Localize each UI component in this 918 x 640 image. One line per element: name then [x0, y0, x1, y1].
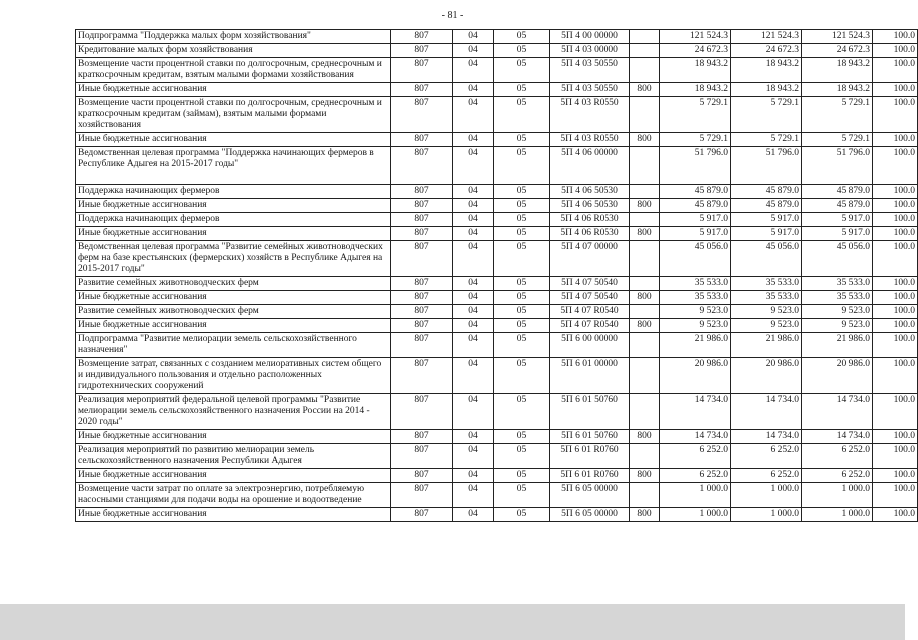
- cell-expense-type: [630, 394, 660, 430]
- cell-amount-plan: 18 943.2: [660, 58, 731, 83]
- cell-name: Поддержка начинающих фермеров: [76, 185, 391, 199]
- cell-amount-plan: 14 734.0: [660, 394, 731, 430]
- cell-subsection: 05: [494, 319, 550, 333]
- cell-percent: 100.0: [873, 30, 918, 44]
- cell-amount-revised: 45 879.0: [731, 199, 802, 213]
- cell-amount-actual: 6 252.0: [802, 444, 873, 469]
- cell-subsection: 05: [494, 305, 550, 319]
- cell-expense-type: 800: [630, 133, 660, 147]
- cell-amount-revised: 1 000.0: [731, 508, 802, 522]
- cell-expense-type: [630, 277, 660, 291]
- table-row: [76, 305, 918, 319]
- cell-percent: 100.0: [873, 430, 918, 444]
- cell-amount-revised: 121 524.3: [731, 30, 802, 44]
- cell-admin-code: 807: [391, 508, 453, 522]
- cell-subsection: 05: [494, 83, 550, 97]
- cell-amount-actual: 5 729.1: [802, 133, 873, 147]
- cell-amount-plan: 121 524.3: [660, 30, 731, 44]
- cell-amount-plan: 1 000.0: [660, 483, 731, 508]
- cell-name: Реализация мероприятий по развитию мелиорации земель сельскохозяйственного назначения Республики Адыгея: [76, 444, 391, 469]
- cell-amount-revised: 51 796.0: [731, 147, 802, 185]
- cell-expense-type: [630, 483, 660, 508]
- cell-subsection: 05: [494, 44, 550, 58]
- cell-amount-plan: 21 986.0: [660, 333, 731, 358]
- cell-expense-type: 800: [630, 291, 660, 305]
- cell-amount-actual: 21 986.0: [802, 333, 873, 358]
- cell-name: Подпрограмма "Развитие мелиорации земель сельскохозяйственного назначения": [76, 333, 391, 358]
- cell-amount-actual: 35 533.0: [802, 277, 873, 291]
- cell-admin-code: 807: [391, 469, 453, 483]
- cell-expense-type: [630, 30, 660, 44]
- table-row: [76, 58, 918, 83]
- cell-target-article: 5П 6 05 00000: [550, 483, 630, 508]
- cell-amount-revised: 24 672.3: [731, 44, 802, 58]
- table-row: [76, 44, 918, 58]
- cell-amount-actual: 14 734.0: [802, 430, 873, 444]
- cell-amount-plan: 5 729.1: [660, 97, 731, 133]
- cell-target-article: 5П 4 07 50540: [550, 291, 630, 305]
- cell-section: 04: [453, 58, 494, 83]
- cell-percent: 100.0: [873, 213, 918, 227]
- cell-admin-code: 807: [391, 147, 453, 185]
- cell-section: 04: [453, 319, 494, 333]
- cell-amount-actual: 5 917.0: [802, 213, 873, 227]
- cell-section: 04: [453, 44, 494, 58]
- cell-section: 04: [453, 83, 494, 97]
- cell-expense-type: 800: [630, 199, 660, 213]
- cell-amount-revised: 6 252.0: [731, 444, 802, 469]
- cell-amount-revised: 35 533.0: [731, 277, 802, 291]
- cell-section: 04: [453, 394, 494, 430]
- cell-admin-code: 807: [391, 333, 453, 358]
- cell-percent: 100.0: [873, 147, 918, 185]
- cell-amount-revised: 21 986.0: [731, 333, 802, 358]
- cell-expense-type: [630, 241, 660, 277]
- cell-admin-code: 807: [391, 185, 453, 199]
- cell-subsection: 05: [494, 358, 550, 394]
- cell-amount-actual: 35 533.0: [802, 291, 873, 305]
- cell-name: Иные бюджетные ассигнования: [76, 83, 391, 97]
- cell-target-article: 5П 6 00 00000: [550, 333, 630, 358]
- cell-amount-revised: 45 056.0: [731, 241, 802, 277]
- cell-amount-actual: 6 252.0: [802, 469, 873, 483]
- cell-amount-plan: 5 729.1: [660, 133, 731, 147]
- cell-admin-code: 807: [391, 227, 453, 241]
- cell-expense-type: 800: [630, 508, 660, 522]
- cell-amount-plan: 51 796.0: [660, 147, 731, 185]
- cell-percent: 100.0: [873, 483, 918, 508]
- cell-subsection: 05: [494, 227, 550, 241]
- cell-expense-type: [630, 97, 660, 133]
- page-number: - 81 -: [441, 10, 464, 21]
- cell-admin-code: 807: [391, 444, 453, 469]
- cell-section: 04: [453, 277, 494, 291]
- cell-name: Иные бюджетные ассигнования: [76, 291, 391, 305]
- cell-admin-code: 807: [391, 358, 453, 394]
- cell-expense-type: 800: [630, 469, 660, 483]
- cell-amount-plan: 9 523.0: [660, 305, 731, 319]
- cell-target-article: 5П 4 07 R0540: [550, 319, 630, 333]
- cell-amount-revised: 20 986.0: [731, 358, 802, 394]
- cell-amount-revised: 45 879.0: [731, 185, 802, 199]
- table-row: [76, 147, 918, 185]
- cell-amount-actual: 121 524.3: [802, 30, 873, 44]
- cell-target-article: 5П 4 06 R0530: [550, 213, 630, 227]
- cell-admin-code: 807: [391, 319, 453, 333]
- cell-subsection: 05: [494, 185, 550, 199]
- cell-amount-revised: 9 523.0: [731, 305, 802, 319]
- cell-amount-plan: 1 000.0: [660, 508, 731, 522]
- cell-amount-plan: 45 056.0: [660, 241, 731, 277]
- cell-expense-type: [630, 444, 660, 469]
- cell-target-article: 5П 6 05 00000: [550, 508, 630, 522]
- cell-amount-actual: 45 879.0: [802, 185, 873, 199]
- cell-amount-actual: 9 523.0: [802, 319, 873, 333]
- cell-section: 04: [453, 213, 494, 227]
- cell-subsection: 05: [494, 97, 550, 133]
- cell-admin-code: 807: [391, 133, 453, 147]
- cell-percent: 100.0: [873, 97, 918, 133]
- cell-admin-code: 807: [391, 97, 453, 133]
- cell-name: Возмещение части процентной ставки по долгосрочным, среднесрочным и краткосрочным кредитам (займам), взятым малыми формами хозяйствования: [76, 97, 391, 133]
- cell-percent: 100.0: [873, 199, 918, 213]
- cell-admin-code: 807: [391, 83, 453, 97]
- cell-section: 04: [453, 199, 494, 213]
- cell-name: Кредитование малых форм хозяйствования: [76, 44, 391, 58]
- cell-section: 04: [453, 430, 494, 444]
- cell-percent: 100.0: [873, 333, 918, 358]
- cell-amount-revised: 6 252.0: [731, 469, 802, 483]
- cell-admin-code: 807: [391, 483, 453, 508]
- table-row: [76, 483, 918, 508]
- cell-amount-actual: 1 000.0: [802, 508, 873, 522]
- cell-amount-plan: 35 533.0: [660, 291, 731, 305]
- cell-admin-code: 807: [391, 394, 453, 430]
- table-row: [76, 199, 918, 213]
- cell-amount-actual: 45 056.0: [802, 241, 873, 277]
- cell-subsection: 05: [494, 430, 550, 444]
- cell-percent: 100.0: [873, 394, 918, 430]
- cell-admin-code: 807: [391, 213, 453, 227]
- cell-name: Поддержка начинающих фермеров: [76, 213, 391, 227]
- cell-amount-plan: 9 523.0: [660, 319, 731, 333]
- cell-percent: 100.0: [873, 469, 918, 483]
- cell-admin-code: 807: [391, 30, 453, 44]
- cell-expense-type: [630, 44, 660, 58]
- cell-target-article: 5П 6 01 50760: [550, 394, 630, 430]
- cell-target-article: 5П 4 03 50550: [550, 58, 630, 83]
- table-row: [76, 444, 918, 469]
- cell-name: Иные бюджетные ассигнования: [76, 508, 391, 522]
- table-row: [76, 277, 918, 291]
- cell-amount-revised: 14 734.0: [731, 394, 802, 430]
- cell-percent: 100.0: [873, 241, 918, 277]
- cell-expense-type: [630, 358, 660, 394]
- cell-name: Возмещение части процентной ставки по долгосрочным, среднесрочным и краткосрочным кредитам, взятым малыми формами хозяйствования: [76, 58, 391, 83]
- table-row: [76, 185, 918, 199]
- cell-name: Реализация мероприятий федеральной целевой программы "Развитие мелиорации земель сельскохозяйственного назначения России на 2014 - 2020 годы": [76, 394, 391, 430]
- cell-subsection: 05: [494, 213, 550, 227]
- table-row: [76, 97, 918, 133]
- cell-section: 04: [453, 305, 494, 319]
- cell-admin-code: 807: [391, 44, 453, 58]
- cell-target-article: 5П 4 03 00000: [550, 44, 630, 58]
- cell-amount-actual: 20 986.0: [802, 358, 873, 394]
- cell-amount-revised: 35 533.0: [731, 291, 802, 305]
- cell-name: Возмещение затрат, связанных с созданием мелиоративных систем общего и индивидуального пользования и отдельно расположенных гидротехнических сооружений: [76, 358, 391, 394]
- cell-target-article: 5П 4 07 R0540: [550, 305, 630, 319]
- cell-amount-actual: 18 943.2: [802, 58, 873, 83]
- cell-expense-type: 800: [630, 430, 660, 444]
- cell-target-article: 5П 4 06 50530: [550, 199, 630, 213]
- cell-section: 04: [453, 241, 494, 277]
- cell-amount-revised: 5 917.0: [731, 227, 802, 241]
- cell-amount-actual: 18 943.2: [802, 83, 873, 97]
- cell-subsection: 05: [494, 241, 550, 277]
- cell-admin-code: 807: [391, 241, 453, 277]
- scan-bottom-edge: [0, 604, 905, 640]
- cell-amount-plan: 45 879.0: [660, 185, 731, 199]
- cell-percent: 100.0: [873, 185, 918, 199]
- cell-percent: 100.0: [873, 83, 918, 97]
- cell-name: Развитие семейных животноводческих ферм: [76, 277, 391, 291]
- cell-target-article: 5П 6 01 00000: [550, 358, 630, 394]
- cell-subsection: 05: [494, 58, 550, 83]
- table-row: [76, 30, 918, 44]
- cell-amount-actual: 9 523.0: [802, 305, 873, 319]
- cell-section: 04: [453, 358, 494, 394]
- cell-section: 04: [453, 444, 494, 469]
- cell-percent: 100.0: [873, 133, 918, 147]
- cell-subsection: 05: [494, 133, 550, 147]
- cell-subsection: 05: [494, 199, 550, 213]
- cell-amount-revised: 14 734.0: [731, 430, 802, 444]
- cell-name: Подпрограмма "Поддержка малых форм хозяйствования": [76, 30, 391, 44]
- cell-name: Иные бюджетные ассигнования: [76, 133, 391, 147]
- cell-amount-revised: 18 943.2: [731, 58, 802, 83]
- cell-amount-actual: 24 672.3: [802, 44, 873, 58]
- cell-amount-actual: 45 879.0: [802, 199, 873, 213]
- cell-admin-code: 807: [391, 291, 453, 305]
- table-row: [76, 227, 918, 241]
- cell-target-article: 5П 4 00 00000: [550, 30, 630, 44]
- cell-target-article: 5П 4 03 R0550: [550, 97, 630, 133]
- cell-name: Иные бюджетные ассигнования: [76, 430, 391, 444]
- cell-target-article: 5П 4 03 R0550: [550, 133, 630, 147]
- cell-admin-code: 807: [391, 305, 453, 319]
- cell-subsection: 05: [494, 333, 550, 358]
- table-row: [76, 83, 918, 97]
- cell-subsection: 05: [494, 30, 550, 44]
- cell-subsection: 05: [494, 469, 550, 483]
- table-row: [76, 333, 918, 358]
- cell-name: Возмещение части затрат по оплате за электроэнергию, потребляемую насосными станциями для подачи воды на орошение и водоотведение: [76, 483, 391, 508]
- table-row: [76, 508, 918, 522]
- cell-admin-code: 807: [391, 58, 453, 83]
- cell-target-article: 5П 4 06 R0530: [550, 227, 630, 241]
- cell-target-article: 5П 4 07 50540: [550, 277, 630, 291]
- cell-target-article: 5П 6 01 50760: [550, 430, 630, 444]
- cell-expense-type: [630, 333, 660, 358]
- cell-amount-plan: 45 879.0: [660, 199, 731, 213]
- cell-target-article: 5П 4 07 00000: [550, 241, 630, 277]
- cell-subsection: 05: [494, 147, 550, 185]
- cell-amount-revised: 5 917.0: [731, 213, 802, 227]
- cell-name: Иные бюджетные ассигнования: [76, 319, 391, 333]
- cell-percent: 100.0: [873, 444, 918, 469]
- cell-section: 04: [453, 291, 494, 305]
- cell-amount-actual: 1 000.0: [802, 483, 873, 508]
- cell-name: Иные бюджетные ассигнования: [76, 469, 391, 483]
- cell-percent: 100.0: [873, 358, 918, 394]
- cell-amount-plan: 18 943.2: [660, 83, 731, 97]
- cell-subsection: 05: [494, 508, 550, 522]
- cell-amount-revised: 9 523.0: [731, 319, 802, 333]
- cell-amount-plan: 5 917.0: [660, 227, 731, 241]
- table-row: [76, 394, 918, 430]
- cell-percent: 100.0: [873, 319, 918, 333]
- cell-percent: 100.0: [873, 277, 918, 291]
- cell-amount-plan: 6 252.0: [660, 469, 731, 483]
- cell-section: 04: [453, 185, 494, 199]
- cell-section: 04: [453, 133, 494, 147]
- cell-amount-plan: 6 252.0: [660, 444, 731, 469]
- cell-section: 04: [453, 469, 494, 483]
- cell-target-article: 5П 4 06 00000: [550, 147, 630, 185]
- cell-admin-code: 807: [391, 430, 453, 444]
- cell-subsection: 05: [494, 394, 550, 430]
- table-row: [76, 319, 918, 333]
- cell-amount-revised: 18 943.2: [731, 83, 802, 97]
- cell-amount-revised: 1 000.0: [731, 483, 802, 508]
- cell-amount-revised: 5 729.1: [731, 97, 802, 133]
- cell-expense-type: [630, 213, 660, 227]
- cell-expense-type: [630, 58, 660, 83]
- cell-amount-actual: 51 796.0: [802, 147, 873, 185]
- cell-amount-plan: 5 917.0: [660, 213, 731, 227]
- cell-name: Иные бюджетные ассигнования: [76, 227, 391, 241]
- budget-table: [75, 29, 918, 522]
- table-row: [76, 213, 918, 227]
- cell-section: 04: [453, 333, 494, 358]
- cell-name: Иные бюджетные ассигнования: [76, 199, 391, 213]
- cell-section: 04: [453, 483, 494, 508]
- cell-subsection: 05: [494, 444, 550, 469]
- cell-percent: 100.0: [873, 58, 918, 83]
- cell-amount-actual: 14 734.0: [802, 394, 873, 430]
- cell-amount-actual: 5 917.0: [802, 227, 873, 241]
- table-row: [76, 291, 918, 305]
- cell-section: 04: [453, 508, 494, 522]
- cell-percent: 100.0: [873, 508, 918, 522]
- cell-amount-plan: 35 533.0: [660, 277, 731, 291]
- cell-section: 04: [453, 30, 494, 44]
- table-row: [76, 469, 918, 483]
- cell-expense-type: 800: [630, 227, 660, 241]
- table-row: [76, 133, 918, 147]
- cell-percent: 100.0: [873, 305, 918, 319]
- cell-target-article: 5П 4 06 50530: [550, 185, 630, 199]
- cell-amount-actual: 5 729.1: [802, 97, 873, 133]
- cell-amount-plan: 14 734.0: [660, 430, 731, 444]
- table-row: [76, 430, 918, 444]
- cell-expense-type: [630, 305, 660, 319]
- cell-section: 04: [453, 97, 494, 133]
- cell-name: Ведомственная целевая программа "Поддержка начинающих фермеров в Республике Адыгея на 2015-2017 годы": [76, 147, 391, 185]
- cell-expense-type: [630, 147, 660, 185]
- cell-target-article: 5П 6 01 R0760: [550, 444, 630, 469]
- table-row: [76, 241, 918, 277]
- cell-admin-code: 807: [391, 277, 453, 291]
- cell-amount-revised: 5 729.1: [731, 133, 802, 147]
- cell-amount-plan: 20 986.0: [660, 358, 731, 394]
- table-row: [76, 358, 918, 394]
- cell-expense-type: [630, 185, 660, 199]
- cell-admin-code: 807: [391, 199, 453, 213]
- cell-amount-plan: 24 672.3: [660, 44, 731, 58]
- cell-name: Ведомственная целевая программа "Развитие семейных животноводческих ферм на базе крестьянских (фермерских) хозяйств в Республике Адыгея на 2015-2017 годы": [76, 241, 391, 277]
- cell-percent: 100.0: [873, 44, 918, 58]
- cell-section: 04: [453, 227, 494, 241]
- cell-percent: 100.0: [873, 227, 918, 241]
- cell-target-article: 5П 4 03 50550: [550, 83, 630, 97]
- budget-table-body: [76, 30, 918, 522]
- cell-subsection: 05: [494, 291, 550, 305]
- cell-expense-type: 800: [630, 83, 660, 97]
- cell-subsection: 05: [494, 483, 550, 508]
- cell-expense-type: 800: [630, 319, 660, 333]
- cell-section: 04: [453, 147, 494, 185]
- cell-subsection: 05: [494, 277, 550, 291]
- cell-name: Развитие семейных животноводческих ферм: [76, 305, 391, 319]
- cell-percent: 100.0: [873, 291, 918, 305]
- cell-target-article: 5П 6 01 R0760: [550, 469, 630, 483]
